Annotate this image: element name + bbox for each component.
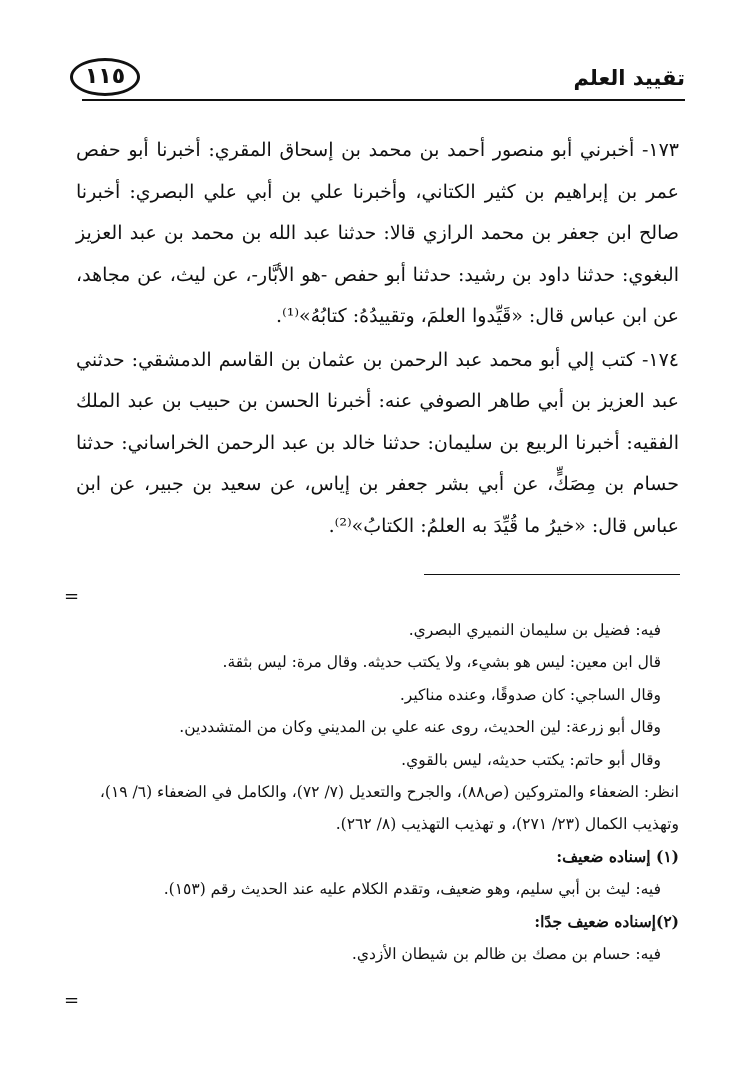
end-continuation-mark: = bbox=[64, 990, 80, 1011]
continuation-mark: = bbox=[64, 586, 80, 607]
note-line: انظر: الضعفاء والمتروكين (ص٨٨)، والجرح والتعديل (٧/ ٧٢)، والكامل في الضعفاء (٦/ ١٩)، وتهذيب الكمال (٢٣/ ٢٧١)، و تهذيب التهذيب (٨/ ٢٦٢). bbox=[99, 783, 679, 834]
footnote-separator bbox=[424, 574, 680, 575]
running-title: تقييد العلم bbox=[573, 66, 685, 90]
paragraph-173: ١٧٣- أخبرني أبو منصور أحمد بن محمد بن إسحاق المقري: أخبرنا أبو حفص عمر بن إبراهيم بن كثير الكتاني، وأخبرنا علي بن أبي علي البصري: أخبرنا صالح ابن جعفر بن محمد الرازي قالا: حدثنا عبد الله بن محمد بن عبد العزيز البغوي: حدثنا داود بن رشيد: حدثنا أبو حفص -هو الأبَّار-، عن ليث، عن مجاهد، عن ابن عباس قال: «قَيِّدوا العلمَ، وتقييدُهُ: كتابُهُ»⁽¹⁾. bbox=[76, 139, 679, 327]
header-rule bbox=[82, 99, 685, 101]
note-line: فيه: فضيل بن سليمان النميري البصري. bbox=[408, 621, 661, 639]
note-line: قال ابن معين: ليس هو بشيء، ولا يكتب حديثه. وقال مرة: ليس بثقة. bbox=[222, 653, 661, 672]
main-text bbox=[76, 130, 679, 547]
footnotes bbox=[70, 614, 679, 970]
page-header bbox=[70, 58, 685, 98]
note-line: وقال الساجي: كان صدوقًا، وعنده مناكير. bbox=[399, 685, 661, 704]
note-line: وقال أبو حاتم: يكتب حديثه، ليس بالقوي. bbox=[401, 750, 661, 769]
note-line: وقال أبو زرعة: لين الحديث، روى عنه علي بن المديني وكان من المتشددين. bbox=[179, 718, 661, 737]
footnote-1-heading: (١) إسناده ضعيف: bbox=[556, 846, 679, 866]
footnote-1-text: فيه: ليث بن أبي سليم، وهو ضعيف، وتقدم الكلام عليه عند الحديث رقم (١٥٣). bbox=[163, 880, 661, 899]
footnote-2-heading: (٢)إسناده ضعيف جدًا: bbox=[534, 911, 679, 931]
page-number: ١١٥ bbox=[70, 58, 140, 96]
paragraph-174: ١٧٤- كتب إلي أبو محمد عبد الرحمن بن عثمان بن القاسم الدمشقي: حدثني عبد العزيز بن أبي طاهر الصوفي عنه: أخبرنا الحسن بن حبيب بن عبد الملك الفقيه: أخبرنا الربيع بن سليمان: حدثنا خالد بن عبد الرحمن الخراساني: حدثنا حسام بن مِصَكٍّ، عن أبي بشر جعفر بن إياس، عن سعيد بن جبير، عن ابن عباس قال: «خيرُ ما قُيِّدَ به العلمُ: الكتابُ»⁽²⁾. bbox=[76, 348, 679, 537]
footnote-2-text: فيه: حسام بن مصك بن ظالم بن شيطان الأزدي. bbox=[351, 945, 661, 964]
